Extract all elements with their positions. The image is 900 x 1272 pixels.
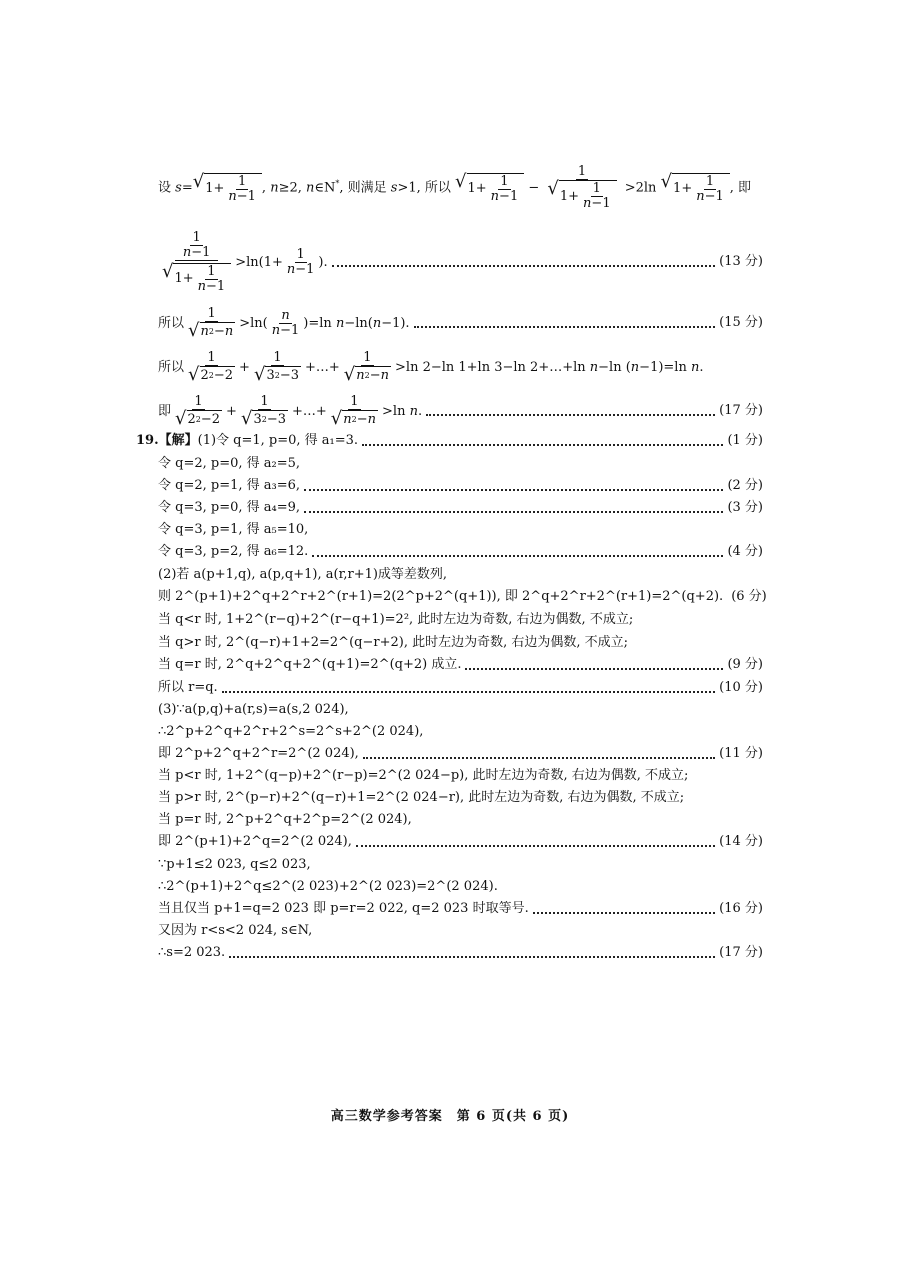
intro-line-3-math: 所以 1 √ n 2 − n >ln( $\frac{n}{n-1}$ )=ln n−ln(n−1). bbox=[158, 305, 410, 341]
score-label: (11 分) bbox=[719, 746, 763, 761]
q19-line bbox=[158, 611, 763, 629]
q19-line-text: (2)若 a(p+1,q), a(p,q+1), a(r,r+1)成等差数列, bbox=[158, 567, 448, 582]
q19-line bbox=[158, 634, 763, 652]
q19-line bbox=[158, 701, 763, 719]
score-label: (17 分) bbox=[719, 945, 763, 960]
intro-line-5-math: 即 1 √ 2 2 −2 + 1 √ 3 2 −3 +…+ 1 √ n 2 − n >ln n. bbox=[158, 393, 423, 429]
q19-line-text: 当 q>r 时, 2^(q−r)+1+2=2^(q−r+2), 此时左边为奇数, 右边为偶数, 不成立; bbox=[158, 635, 628, 650]
score-label: (17 分) bbox=[719, 403, 763, 418]
q19-line bbox=[158, 543, 763, 561]
q19-line-text: 令 q=2, p=0, 得 a₂=5, bbox=[158, 456, 301, 471]
q19-line-text: ∵p+1≤2 023, q≤2 023, bbox=[158, 857, 311, 872]
score-label: (10 分) bbox=[719, 680, 763, 695]
q19-line bbox=[158, 811, 763, 829]
q19-line bbox=[158, 745, 763, 763]
q19-line-text: 又因为 r<s<2 024, s∈N, bbox=[158, 923, 313, 938]
score-label: (13 分) bbox=[719, 254, 763, 269]
q19-line bbox=[158, 900, 763, 918]
q19-line-text: ∴2^(p+1)+2^q≤2^(2 023)+2^(2 023)=2^(2 024). bbox=[158, 879, 498, 894]
leader-dots bbox=[414, 326, 716, 328]
leader-dots bbox=[533, 912, 715, 914]
score-label: (3 分) bbox=[727, 500, 763, 515]
score-label: (1 分) bbox=[727, 433, 763, 448]
intro-line-2 bbox=[158, 230, 763, 294]
intro-line-1 bbox=[158, 164, 763, 211]
leader-dots bbox=[222, 691, 715, 693]
q19-line-text: 则 2^(p+1)+2^q+2^r+2^(r+1)=2(2^p+2^(q+1)), 即 2^q+2^r+2^(r+1)=2^(q+2). bbox=[158, 589, 724, 604]
q19-line bbox=[158, 679, 763, 697]
q19-line-text: 所以 r=q. bbox=[158, 680, 218, 695]
score-label: (6 分) bbox=[731, 589, 767, 604]
q19-line-text: 当 q=r 时, 2^q+2^q+2^(q+1)=2^(q+2) 成立. bbox=[158, 657, 462, 672]
q19-line bbox=[158, 767, 763, 785]
leader-dots bbox=[312, 555, 723, 557]
intro-line-2-math: $\frac{1}{n-1}$ √ 1+ $\frac{1}{n-1}$ >ln(1+ $\frac{1}{n-1}$ ). bbox=[162, 229, 328, 294]
score-label: (14 分) bbox=[719, 834, 763, 849]
intro-line-1-math: 设 s= √ 1+ $\frac{1}{n-1}$ , n≥2, n∈N*, 则满足 s>1, 所以 √ 1+ $\frac{1}{n-1}$ − 1 √ 1+ $\frac{1}{n-1}$ >2ln √ 1+ $\frac{1}{n-1}$ , 即 bbox=[158, 164, 752, 211]
q19-line bbox=[158, 656, 763, 674]
q19-line bbox=[158, 566, 763, 584]
q19-line-text: ∴s=2 023. bbox=[158, 945, 226, 960]
score-label: (9 分) bbox=[727, 657, 763, 672]
q19-line bbox=[158, 922, 763, 940]
q19-line bbox=[158, 789, 763, 807]
score-label: (16 分) bbox=[719, 901, 763, 916]
leader-dots bbox=[363, 757, 715, 759]
q19-line-text: 当 p<r 时, 1+2^(q−p)+2^(r−p)=2^(2 024−p), 此时左边为奇数, 右边为偶数, 不成立; bbox=[158, 768, 689, 783]
q19-line bbox=[158, 856, 763, 874]
q19-line bbox=[158, 944, 763, 962]
q19-line-text: 令 q=3, p=1, 得 a₅=10, bbox=[158, 522, 309, 537]
q19-line bbox=[158, 878, 763, 896]
q19-line-text: 令 q=3, p=0, 得 a₄=9, bbox=[158, 500, 301, 515]
q19-line bbox=[158, 723, 763, 741]
q19-line-text: 当且仅当 p+1=q=2 023 即 p=r=2 022, q=2 023 时取等号. bbox=[158, 901, 529, 916]
leader-dots bbox=[426, 414, 715, 416]
q19-line-text: ∴2^p+2^q+2^r+2^s=2^s+2^(2 024), bbox=[158, 724, 424, 739]
leader-dots bbox=[356, 845, 715, 847]
intro-line-3 bbox=[158, 306, 763, 340]
q19-line-text: 即 2^(p+1)+2^q=2^(2 024), bbox=[158, 834, 352, 849]
intro-line-5 bbox=[158, 394, 763, 428]
q19-line bbox=[136, 432, 763, 450]
leader-dots bbox=[229, 956, 715, 958]
q19-line-text: 当 q<r 时, 1+2^(r−q)+2^(r−q+1)=2², 此时左边为奇数, 右边为偶数, 不成立; bbox=[158, 612, 634, 627]
leader-dots bbox=[362, 444, 723, 446]
q19-line-text: 令 q=3, p=2, 得 a₆=12. bbox=[158, 544, 309, 559]
leader-dots bbox=[304, 489, 723, 491]
q19-line bbox=[158, 499, 763, 517]
q19-line bbox=[158, 477, 763, 495]
page-footer: 高三数学参考答案 第 6 页(共 6 页) bbox=[330, 1109, 570, 1124]
q19-line-text: (1)令 q=1, p=0, 得 a₁=3. bbox=[197, 433, 359, 448]
q19-label: 19.【解】 bbox=[136, 433, 198, 448]
q19-line-text: 当 p=r 时, 2^p+2^q+2^p=2^(2 024), bbox=[158, 812, 412, 827]
q19-line-text: (3)∵a(p,q)+a(r,s)=a(s,2 024), bbox=[158, 702, 349, 717]
score-label: (2 分) bbox=[727, 478, 763, 493]
q19-line bbox=[158, 521, 763, 539]
leader-dots bbox=[332, 265, 716, 267]
q19-line-text: 当 p>r 时, 2^(p−r)+2^(q−r)+1=2^(2 024−r), 此时左边为奇数, 右边为偶数, 不成立; bbox=[158, 790, 685, 805]
q19-line-text: 令 q=2, p=1, 得 a₃=6, bbox=[158, 478, 301, 493]
score-label: (4 分) bbox=[727, 544, 763, 559]
score-label: (15 分) bbox=[719, 315, 763, 330]
q19-line bbox=[158, 588, 767, 606]
intro-line-4-math: 所以 1 √ 2 2 −2 + 1 √ 3 2 −3 +…+ 1 √ n 2 − n >ln 2−ln 1+ln 3−ln 2+…+ln n−ln (n−1)=ln n. bbox=[158, 349, 704, 385]
q19-line bbox=[158, 455, 763, 473]
leader-dots bbox=[304, 511, 723, 513]
leader-dots bbox=[465, 668, 723, 670]
q19-line bbox=[158, 833, 763, 851]
intro-line-4 bbox=[158, 350, 763, 384]
q19-line-text: 即 2^p+2^q+2^r=2^(2 024), bbox=[158, 746, 359, 761]
